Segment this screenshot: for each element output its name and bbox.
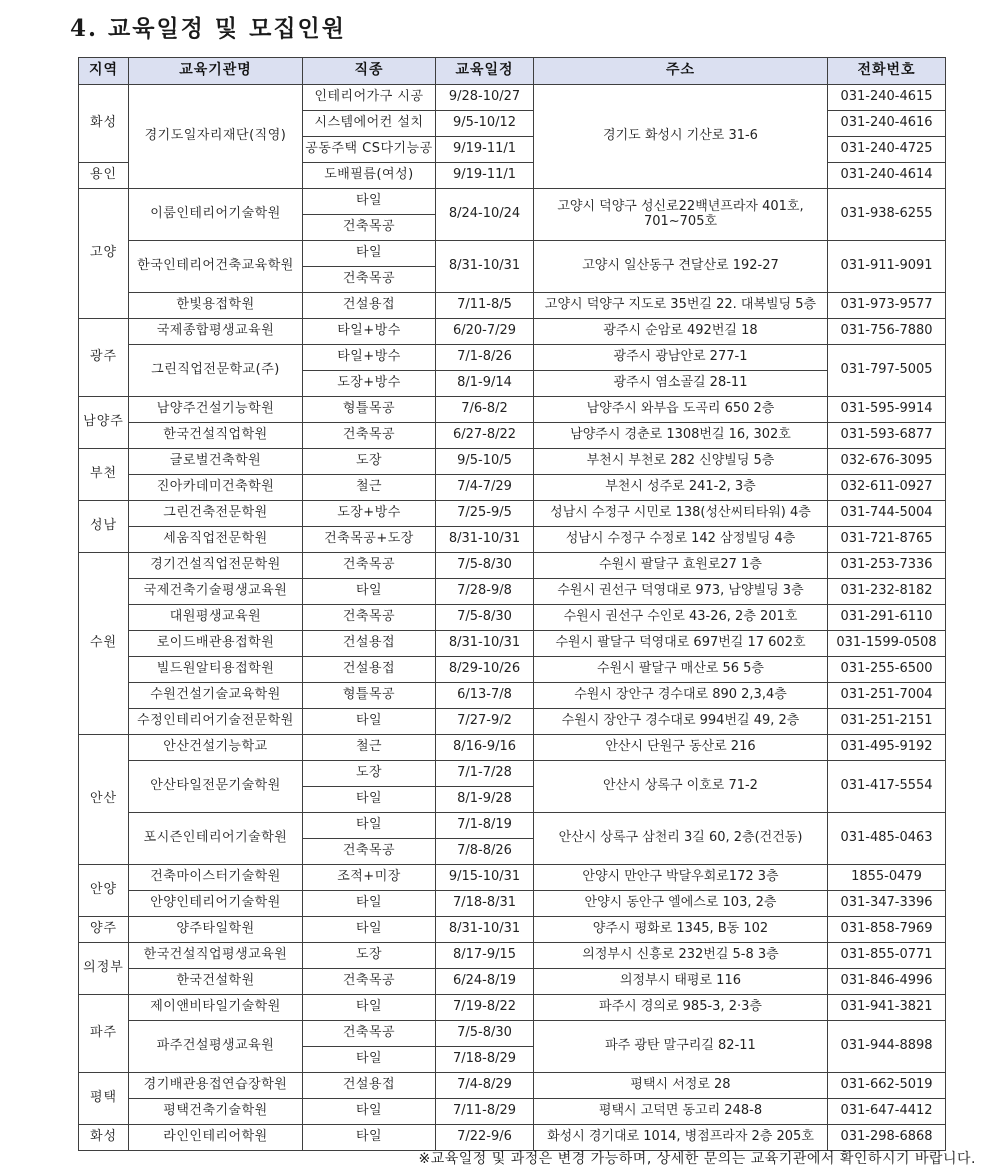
table-row <box>79 865 946 891</box>
table-row <box>79 891 946 917</box>
job-cell: 타일 <box>303 813 436 839</box>
phone-cell: 031-1599-0508 <box>828 631 946 657</box>
schedule-cell: 8/1-9/28 <box>436 787 534 813</box>
schedule-cell: 7/19-8/22 <box>436 995 534 1021</box>
schedule-cell: 7/11-8/5 <box>436 293 534 319</box>
region-cell: 화성 <box>79 85 129 163</box>
job-cell: 건축목공 <box>303 605 436 631</box>
table-row <box>79 1099 946 1125</box>
schedule-cell: 8/29-10/26 <box>436 657 534 683</box>
job-cell: 건축목공+도장 <box>303 527 436 553</box>
job-cell: 형틀목공 <box>303 683 436 709</box>
schedule-cell: 9/5-10/12 <box>436 111 534 137</box>
job-cell: 타일 <box>303 579 436 605</box>
address-cell: 화성시 경기대로 1014, 병점프라자 2층 205호 <box>534 1125 828 1151</box>
phone-cell: 031-232-8182 <box>828 579 946 605</box>
phone-cell: 031-240-4614 <box>828 163 946 189</box>
phone-cell: 032-611-0927 <box>828 475 946 501</box>
job-cell: 타일+방수 <box>303 319 436 345</box>
region-cell: 의정부 <box>79 943 129 995</box>
page-title: 4. 교육일정 및 모집인원 <box>70 15 346 42</box>
address-cell: 수원시 팔달구 덕영대로 697번길 17 602호 <box>534 631 828 657</box>
table-row <box>79 605 946 631</box>
job-cell: 타일+방수 <box>303 345 436 371</box>
region-cell: 안양 <box>79 865 129 917</box>
phone-cell: 1855-0479 <box>828 865 946 891</box>
header-row <box>79 58 946 85</box>
phone-cell: 032-676-3095 <box>828 449 946 475</box>
schedule-cell: 7/4-7/29 <box>436 475 534 501</box>
region-cell: 부천 <box>79 449 129 501</box>
institution-cell: 글로벌건축학원 <box>129 449 303 475</box>
address-cell: 의정부시 신흥로 232번길 5-8 3층 <box>534 943 828 969</box>
address-cell: 수원시 팔달구 효원로27 1층 <box>534 553 828 579</box>
job-cell: 철근 <box>303 475 436 501</box>
table-row <box>79 579 946 605</box>
institution-cell: 안산타일전문기술학원 <box>129 761 303 813</box>
job-cell: 타일 <box>303 1125 436 1151</box>
job-cell: 도장+방수 <box>303 501 436 527</box>
job-cell: 건축목공 <box>303 553 436 579</box>
address-cell: 남양주시 경춘로 1308번길 16, 302호 <box>534 423 828 449</box>
institution-cell: 양주타일학원 <box>129 917 303 943</box>
footnote: ※교육일정 및 과정은 변경 가능하며, 상세한 문의는 교육기관에서 확인하시기 바랍니다. <box>418 1151 976 1167</box>
phone-cell: 031-347-3396 <box>828 891 946 917</box>
schedule-cell: 7/1-8/19 <box>436 813 534 839</box>
table-row <box>79 475 946 501</box>
institution-cell: 수정인테리어기술전문학원 <box>129 709 303 735</box>
institution-cell: 남양주건설기능학원 <box>129 397 303 423</box>
region-cell: 양주 <box>79 917 129 943</box>
institution-cell: 경기배관용접연습장학원 <box>129 1073 303 1099</box>
address-cell: 수원시 권선구 덕영대로 973, 남양빌딩 3층 <box>534 579 828 605</box>
job-cell: 타일 <box>303 1047 436 1073</box>
phone-cell: 031-941-3821 <box>828 995 946 1021</box>
schedule-cell: 7/8-8/26 <box>436 839 534 865</box>
job-cell: 건설용접 <box>303 631 436 657</box>
schedule-cell: 7/18-8/29 <box>436 1047 534 1073</box>
table-row <box>79 657 946 683</box>
schedule-cell: 7/27-9/2 <box>436 709 534 735</box>
phone-cell: 031-973-9577 <box>828 293 946 319</box>
region-cell: 안산 <box>79 735 129 865</box>
table-row <box>79 423 946 449</box>
institution-cell: 그린건축전문학원 <box>129 501 303 527</box>
table-row <box>79 449 946 475</box>
institution-cell: 한국건설학원 <box>129 969 303 995</box>
job-cell: 형틀목공 <box>303 397 436 423</box>
table-row <box>79 553 946 579</box>
schedule-cell: 7/6-8/2 <box>436 397 534 423</box>
table-row <box>79 631 946 657</box>
address-cell: 안양시 동안구 엘에스로 103, 2층 <box>534 891 828 917</box>
address-cell: 수원시 장안구 경수대로 994번길 49, 2층 <box>534 709 828 735</box>
job-cell: 건축목공 <box>303 839 436 865</box>
address-cell: 양주시 평화로 1345, B동 102 <box>534 917 828 943</box>
schedule-cell: 8/24-10/24 <box>436 189 534 241</box>
address-cell: 고양시 덕양구 지도로 35번길 22. 대복빌딩 5층 <box>534 293 828 319</box>
job-cell: 타일 <box>303 709 436 735</box>
institution-cell: 한국건설직업학원 <box>129 423 303 449</box>
table-row <box>79 527 946 553</box>
phone-cell: 031-647-4412 <box>828 1099 946 1125</box>
schedule-cell: 6/13-7/8 <box>436 683 534 709</box>
schedule-cell: 8/16-9/16 <box>436 735 534 761</box>
table-row <box>79 501 946 527</box>
address-cell: 고양시 일산동구 견달산로 192-27 <box>534 241 828 293</box>
phone-cell: 031-485-0463 <box>828 813 946 865</box>
region-cell: 광주 <box>79 319 129 397</box>
institution-cell: 한빛용접학원 <box>129 293 303 319</box>
phone-cell: 031-595-9914 <box>828 397 946 423</box>
schedule-cell: 6/24-8/19 <box>436 969 534 995</box>
job-cell: 도배필름(여성) <box>303 163 436 189</box>
institution-cell: 국제종합평생교육원 <box>129 319 303 345</box>
institution-cell: 경기도일자리재단(직영) <box>129 85 303 189</box>
table-row <box>79 397 946 423</box>
address-cell: 파주 광탄 말구리길 82-11 <box>534 1021 828 1073</box>
table-row <box>79 995 946 1021</box>
region-cell: 용인 <box>79 163 129 189</box>
schedule-cell: 7/5-8/30 <box>436 553 534 579</box>
institution-cell: 한국건설직업평생교육원 <box>129 943 303 969</box>
job-cell: 도장 <box>303 761 436 787</box>
address-cell: 광주시 염소골길 28-11 <box>534 371 828 397</box>
address-cell: 평택시 서정로 28 <box>534 1073 828 1099</box>
address-cell: 부천시 성주로 241-2, 3층 <box>534 475 828 501</box>
phone-cell: 031-240-4725 <box>828 137 946 163</box>
job-cell: 건설용접 <box>303 1073 436 1099</box>
address-cell: 경기도 화성시 기산로 31-6 <box>534 85 828 189</box>
institution-cell: 세움직업전문학원 <box>129 527 303 553</box>
table-row <box>79 917 946 943</box>
phone-cell: 031-255-6500 <box>828 657 946 683</box>
phone-cell: 031-417-5554 <box>828 761 946 813</box>
address-cell: 광주시 광남안로 277-1 <box>534 345 828 371</box>
address-cell: 평택시 고덕면 동고리 248-8 <box>534 1099 828 1125</box>
institution-cell: 빌드원알티용접학원 <box>129 657 303 683</box>
schedule-cell: 7/5-8/30 <box>436 1021 534 1047</box>
table-row <box>79 969 946 995</box>
phone-cell: 031-251-2151 <box>828 709 946 735</box>
phone-cell: 031-797-5005 <box>828 345 946 397</box>
table-row <box>79 683 946 709</box>
job-cell: 도장+방수 <box>303 371 436 397</box>
institution-cell: 포시즌인테리어기술학원 <box>129 813 303 865</box>
table-row <box>79 709 946 735</box>
schedule-table-body <box>79 85 946 1151</box>
phone-cell: 031-855-0771 <box>828 943 946 969</box>
job-cell: 건설용접 <box>303 293 436 319</box>
job-cell: 타일 <box>303 1099 436 1125</box>
schedule-cell: 9/15-10/31 <box>436 865 534 891</box>
job-cell: 인테리어가구 시공 <box>303 85 436 111</box>
address-cell: 성남시 수정구 수정로 142 삼정빌딩 4층 <box>534 527 828 553</box>
job-cell: 시스템에어컨 설치 <box>303 111 436 137</box>
table-row <box>79 943 946 969</box>
address-cell: 수원시 권선구 수인로 43-26, 2층 201호 <box>534 605 828 631</box>
institution-cell: 이룸인테리어기술학원 <box>129 189 303 241</box>
column-header-institution: 교육기관명 <box>129 58 303 85</box>
institution-cell: 제이앤비타일기술학원 <box>129 995 303 1021</box>
schedule-cell: 7/28-9/8 <box>436 579 534 605</box>
job-cell: 도장 <box>303 449 436 475</box>
schedule-cell: 8/31-10/31 <box>436 917 534 943</box>
phone-cell: 031-240-4616 <box>828 111 946 137</box>
address-cell: 수원시 팔달구 매산로 56 5층 <box>534 657 828 683</box>
job-cell: 건축목공 <box>303 969 436 995</box>
schedule-cell: 6/20-7/29 <box>436 319 534 345</box>
schedule-cell: 6/27-8/22 <box>436 423 534 449</box>
schedule-cell: 8/17-9/15 <box>436 943 534 969</box>
schedule-cell: 9/28-10/27 <box>436 85 534 111</box>
job-cell: 타일 <box>303 787 436 813</box>
phone-cell: 031-291-6110 <box>828 605 946 631</box>
address-cell: 의정부시 태평로 116 <box>534 969 828 995</box>
schedule-cell: 7/1-7/28 <box>436 761 534 787</box>
address-cell: 수원시 장안구 경수대로 890 2,3,4층 <box>534 683 828 709</box>
address-cell: 파주시 경의로 985-3, 2·3층 <box>534 995 828 1021</box>
institution-cell: 그린직업전문학교(주) <box>129 345 303 397</box>
table-row <box>79 189 946 215</box>
phone-cell: 031-756-7880 <box>828 319 946 345</box>
phone-cell: 031-858-7969 <box>828 917 946 943</box>
address-cell: 안산시 단원구 동산로 216 <box>534 735 828 761</box>
job-cell: 건설용접 <box>303 657 436 683</box>
table-row <box>79 813 946 839</box>
table-row <box>79 1021 946 1047</box>
column-header-address: 주소 <box>534 58 828 85</box>
table-row <box>79 1125 946 1151</box>
institution-cell: 안산건설기능학교 <box>129 735 303 761</box>
phone-cell: 031-911-9091 <box>828 241 946 293</box>
job-cell: 공동주택 CS다기능공 <box>303 137 436 163</box>
institution-cell: 파주건설평생교육원 <box>129 1021 303 1073</box>
address-cell: 성남시 수정구 시민로 138(성산씨티타워) 4층 <box>534 501 828 527</box>
schedule-cell: 8/31-10/31 <box>436 527 534 553</box>
region-cell: 화성 <box>79 1125 129 1151</box>
region-cell: 고양 <box>79 189 129 319</box>
column-header-region: 지역 <box>79 58 129 85</box>
institution-cell: 대원평생교육원 <box>129 605 303 631</box>
institution-cell: 안양인테리어기술학원 <box>129 891 303 917</box>
address-cell: 광주시 순암로 492번길 18 <box>534 319 828 345</box>
table-row <box>79 735 946 761</box>
schedule-cell: 7/25-9/5 <box>436 501 534 527</box>
job-cell: 타일 <box>303 189 436 215</box>
address-cell: 안양시 만안구 박달우회로172 3층 <box>534 865 828 891</box>
institution-cell: 진아카데미건축학원 <box>129 475 303 501</box>
job-cell: 철근 <box>303 735 436 761</box>
phone-cell: 031-662-5019 <box>828 1073 946 1099</box>
table-row <box>79 761 946 787</box>
phone-cell: 031-938-6255 <box>828 189 946 241</box>
phone-cell: 031-721-8765 <box>828 527 946 553</box>
column-header-job: 직종 <box>303 58 436 85</box>
region-cell: 수원 <box>79 553 129 735</box>
table-row <box>79 319 946 345</box>
schedule-cell: 7/5-8/30 <box>436 605 534 631</box>
schedule-cell: 7/1-8/26 <box>436 345 534 371</box>
phone-cell: 031-744-5004 <box>828 501 946 527</box>
institution-cell: 한국인테리어건축교육학원 <box>129 241 303 293</box>
table-row <box>79 85 946 111</box>
phone-cell: 031-253-7336 <box>828 553 946 579</box>
institution-cell: 수원건설기술교육학원 <box>129 683 303 709</box>
table-row <box>79 293 946 319</box>
job-cell: 건축목공 <box>303 215 436 241</box>
phone-cell: 031-495-9192 <box>828 735 946 761</box>
job-cell: 도장 <box>303 943 436 969</box>
address-cell: 고양시 덕양구 성신로22백년프라자 401호, 701~705호 <box>534 189 828 241</box>
schedule-cell: 8/31-10/31 <box>436 241 534 293</box>
phone-cell: 031-846-4996 <box>828 969 946 995</box>
schedule-cell: 7/18-8/31 <box>436 891 534 917</box>
schedule-cell: 7/11-8/29 <box>436 1099 534 1125</box>
job-cell: 타일 <box>303 995 436 1021</box>
job-cell: 건축목공 <box>303 267 436 293</box>
institution-cell: 경기건설직업전문학원 <box>129 553 303 579</box>
job-cell: 타일 <box>303 241 436 267</box>
phone-cell: 031-593-6877 <box>828 423 946 449</box>
institution-cell: 로이드배관용접학원 <box>129 631 303 657</box>
education-schedule-table <box>78 57 946 1151</box>
phone-cell: 031-251-7004 <box>828 683 946 709</box>
schedule-cell: 9/19-11/1 <box>436 137 534 163</box>
schedule-cell: 9/19-11/1 <box>436 163 534 189</box>
table-header <box>79 58 946 85</box>
address-cell: 남양주시 와부읍 도곡리 650 2층 <box>534 397 828 423</box>
institution-cell: 라인인테리어학원 <box>129 1125 303 1151</box>
schedule-cell: 7/22-9/6 <box>436 1125 534 1151</box>
schedule-cell: 9/5-10/5 <box>436 449 534 475</box>
column-header-phone: 전화번호 <box>828 58 946 85</box>
phone-cell: 031-298-6868 <box>828 1125 946 1151</box>
region-cell: 남양주 <box>79 397 129 449</box>
region-cell: 평택 <box>79 1073 129 1125</box>
institution-cell: 건축마이스터기술학원 <box>129 865 303 891</box>
schedule-cell: 8/31-10/31 <box>436 631 534 657</box>
table-row <box>79 1073 946 1099</box>
region-cell: 파주 <box>79 995 129 1073</box>
institution-cell: 국제건축기술평생교육원 <box>129 579 303 605</box>
address-cell: 안산시 상록구 이호로 71-2 <box>534 761 828 813</box>
schedule-cell: 8/1-9/14 <box>436 371 534 397</box>
column-header-schedule: 교육일정 <box>436 58 534 85</box>
phone-cell: 031-240-4615 <box>828 85 946 111</box>
region-cell: 성남 <box>79 501 129 553</box>
phone-cell: 031-944-8898 <box>828 1021 946 1073</box>
table-row <box>79 241 946 267</box>
table-row <box>79 345 946 371</box>
institution-cell: 평택건축기술학원 <box>129 1099 303 1125</box>
job-cell: 타일 <box>303 891 436 917</box>
job-cell: 건축목공 <box>303 423 436 449</box>
schedule-cell: 7/4-8/29 <box>436 1073 534 1099</box>
job-cell: 건축목공 <box>303 1021 436 1047</box>
job-cell: 조적+미장 <box>303 865 436 891</box>
job-cell: 타일 <box>303 917 436 943</box>
address-cell: 안산시 상록구 삼천리 3길 60, 2층(건건동) <box>534 813 828 865</box>
address-cell: 부천시 부천로 282 신양빌딩 5층 <box>534 449 828 475</box>
